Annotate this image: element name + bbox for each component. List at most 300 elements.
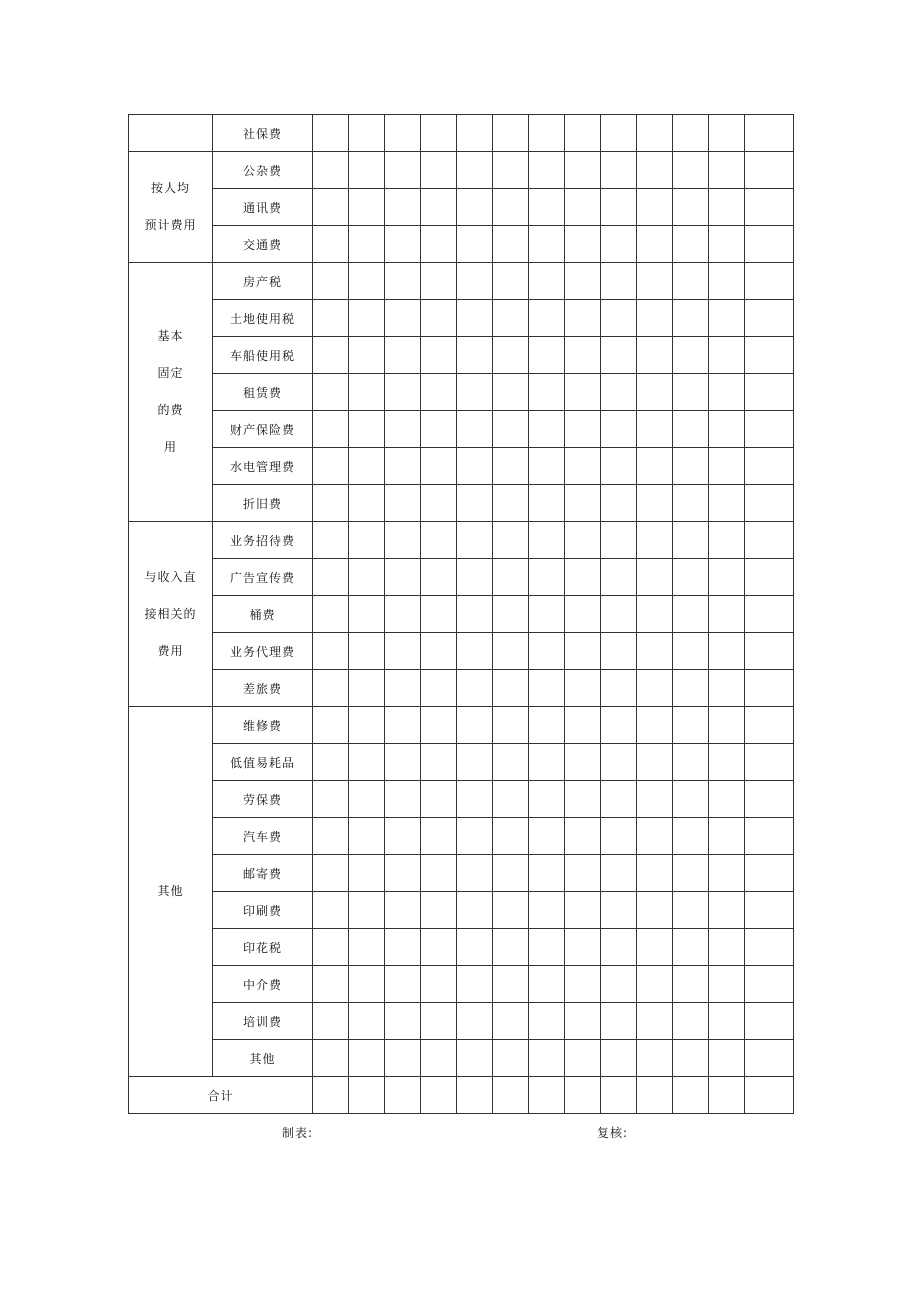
value-cell[interactable] <box>673 559 709 596</box>
value-cell[interactable] <box>313 522 349 559</box>
value-cell[interactable] <box>601 522 637 559</box>
value-cell[interactable] <box>709 781 745 818</box>
value-cell[interactable] <box>601 189 637 226</box>
value-cell[interactable] <box>349 633 385 670</box>
value-cell[interactable] <box>745 1003 794 1040</box>
value-cell[interactable] <box>601 818 637 855</box>
value-cell[interactable] <box>421 374 457 411</box>
total-value-cell[interactable] <box>601 1077 637 1114</box>
value-cell[interactable] <box>709 929 745 966</box>
value-cell[interactable] <box>349 670 385 707</box>
value-cell[interactable] <box>457 744 493 781</box>
value-cell[interactable] <box>457 1040 493 1077</box>
value-cell[interactable] <box>745 929 794 966</box>
value-cell[interactable] <box>709 670 745 707</box>
value-cell[interactable] <box>457 485 493 522</box>
value-cell[interactable] <box>529 892 565 929</box>
value-cell[interactable] <box>421 1003 457 1040</box>
value-cell[interactable] <box>313 263 349 300</box>
value-cell[interactable] <box>385 522 421 559</box>
value-cell[interactable] <box>493 892 529 929</box>
value-cell[interactable] <box>601 1003 637 1040</box>
value-cell[interactable] <box>385 929 421 966</box>
value-cell[interactable] <box>421 300 457 337</box>
value-cell[interactable] <box>565 115 601 152</box>
value-cell[interactable] <box>349 1040 385 1077</box>
value-cell[interactable] <box>601 226 637 263</box>
value-cell[interactable] <box>529 152 565 189</box>
value-cell[interactable] <box>673 263 709 300</box>
value-cell[interactable] <box>313 966 349 1003</box>
value-cell[interactable] <box>529 485 565 522</box>
value-cell[interactable] <box>673 337 709 374</box>
value-cell[interactable] <box>673 152 709 189</box>
value-cell[interactable] <box>313 152 349 189</box>
value-cell[interactable] <box>493 448 529 485</box>
value-cell[interactable] <box>421 522 457 559</box>
value-cell[interactable] <box>313 189 349 226</box>
value-cell[interactable] <box>565 966 601 1003</box>
value-cell[interactable] <box>313 818 349 855</box>
value-cell[interactable] <box>349 152 385 189</box>
value-cell[interactable] <box>745 522 794 559</box>
value-cell[interactable] <box>637 152 673 189</box>
value-cell[interactable] <box>673 892 709 929</box>
value-cell[interactable] <box>529 818 565 855</box>
value-cell[interactable] <box>709 152 745 189</box>
value-cell[interactable] <box>637 115 673 152</box>
value-cell[interactable] <box>529 596 565 633</box>
value-cell[interactable] <box>529 337 565 374</box>
value-cell[interactable] <box>349 226 385 263</box>
value-cell[interactable] <box>385 189 421 226</box>
value-cell[interactable] <box>709 707 745 744</box>
value-cell[interactable] <box>529 115 565 152</box>
value-cell[interactable] <box>385 448 421 485</box>
value-cell[interactable] <box>529 966 565 1003</box>
value-cell[interactable] <box>601 744 637 781</box>
value-cell[interactable] <box>385 892 421 929</box>
value-cell[interactable] <box>385 263 421 300</box>
value-cell[interactable] <box>637 818 673 855</box>
total-value-cell[interactable] <box>385 1077 421 1114</box>
value-cell[interactable] <box>457 855 493 892</box>
value-cell[interactable] <box>709 189 745 226</box>
total-value-cell[interactable] <box>349 1077 385 1114</box>
value-cell[interactable] <box>637 263 673 300</box>
value-cell[interactable] <box>313 892 349 929</box>
value-cell[interactable] <box>457 559 493 596</box>
value-cell[interactable] <box>709 522 745 559</box>
value-cell[interactable] <box>637 1003 673 1040</box>
value-cell[interactable] <box>313 855 349 892</box>
value-cell[interactable] <box>745 374 794 411</box>
value-cell[interactable] <box>493 670 529 707</box>
value-cell[interactable] <box>745 448 794 485</box>
value-cell[interactable] <box>493 152 529 189</box>
value-cell[interactable] <box>709 263 745 300</box>
value-cell[interactable] <box>313 411 349 448</box>
value-cell[interactable] <box>637 670 673 707</box>
value-cell[interactable] <box>673 855 709 892</box>
value-cell[interactable] <box>673 115 709 152</box>
value-cell[interactable] <box>457 522 493 559</box>
value-cell[interactable] <box>313 596 349 633</box>
value-cell[interactable] <box>709 596 745 633</box>
value-cell[interactable] <box>529 855 565 892</box>
value-cell[interactable] <box>673 485 709 522</box>
value-cell[interactable] <box>457 300 493 337</box>
value-cell[interactable] <box>601 485 637 522</box>
value-cell[interactable] <box>637 744 673 781</box>
value-cell[interactable] <box>349 374 385 411</box>
value-cell[interactable] <box>529 781 565 818</box>
value-cell[interactable] <box>745 226 794 263</box>
value-cell[interactable] <box>637 485 673 522</box>
value-cell[interactable] <box>529 707 565 744</box>
value-cell[interactable] <box>673 448 709 485</box>
value-cell[interactable] <box>637 411 673 448</box>
value-cell[interactable] <box>601 596 637 633</box>
value-cell[interactable] <box>493 559 529 596</box>
value-cell[interactable] <box>601 374 637 411</box>
value-cell[interactable] <box>601 263 637 300</box>
value-cell[interactable] <box>457 152 493 189</box>
value-cell[interactable] <box>637 596 673 633</box>
value-cell[interactable] <box>457 115 493 152</box>
value-cell[interactable] <box>421 152 457 189</box>
value-cell[interactable] <box>565 596 601 633</box>
value-cell[interactable] <box>673 522 709 559</box>
value-cell[interactable] <box>493 744 529 781</box>
value-cell[interactable] <box>421 115 457 152</box>
value-cell[interactable] <box>745 189 794 226</box>
value-cell[interactable] <box>637 226 673 263</box>
value-cell[interactable] <box>601 337 637 374</box>
value-cell[interactable] <box>421 485 457 522</box>
value-cell[interactable] <box>421 226 457 263</box>
value-cell[interactable] <box>709 448 745 485</box>
value-cell[interactable] <box>565 929 601 966</box>
value-cell[interactable] <box>709 559 745 596</box>
value-cell[interactable] <box>709 1003 745 1040</box>
total-value-cell[interactable] <box>673 1077 709 1114</box>
value-cell[interactable] <box>421 448 457 485</box>
value-cell[interactable] <box>745 115 794 152</box>
value-cell[interactable] <box>385 152 421 189</box>
value-cell[interactable] <box>457 226 493 263</box>
value-cell[interactable] <box>529 1040 565 1077</box>
value-cell[interactable] <box>493 855 529 892</box>
value-cell[interactable] <box>709 485 745 522</box>
value-cell[interactable] <box>565 781 601 818</box>
value-cell[interactable] <box>421 1040 457 1077</box>
value-cell[interactable] <box>457 263 493 300</box>
value-cell[interactable] <box>349 707 385 744</box>
value-cell[interactable] <box>709 411 745 448</box>
value-cell[interactable] <box>457 596 493 633</box>
value-cell[interactable] <box>385 670 421 707</box>
value-cell[interactable] <box>637 892 673 929</box>
value-cell[interactable] <box>673 596 709 633</box>
value-cell[interactable] <box>349 189 385 226</box>
value-cell[interactable] <box>349 929 385 966</box>
value-cell[interactable] <box>457 781 493 818</box>
value-cell[interactable] <box>421 707 457 744</box>
value-cell[interactable] <box>349 115 385 152</box>
value-cell[interactable] <box>709 374 745 411</box>
value-cell[interactable] <box>385 337 421 374</box>
value-cell[interactable] <box>529 263 565 300</box>
value-cell[interactable] <box>745 152 794 189</box>
value-cell[interactable] <box>637 781 673 818</box>
value-cell[interactable] <box>745 263 794 300</box>
value-cell[interactable] <box>385 707 421 744</box>
value-cell[interactable] <box>673 929 709 966</box>
value-cell[interactable] <box>565 1003 601 1040</box>
value-cell[interactable] <box>565 818 601 855</box>
value-cell[interactable] <box>673 1040 709 1077</box>
value-cell[interactable] <box>565 707 601 744</box>
value-cell[interactable] <box>457 892 493 929</box>
value-cell[interactable] <box>565 892 601 929</box>
value-cell[interactable] <box>493 411 529 448</box>
value-cell[interactable] <box>421 818 457 855</box>
value-cell[interactable] <box>493 781 529 818</box>
value-cell[interactable] <box>493 966 529 1003</box>
value-cell[interactable] <box>673 818 709 855</box>
value-cell[interactable] <box>349 1003 385 1040</box>
value-cell[interactable] <box>709 337 745 374</box>
value-cell[interactable] <box>493 300 529 337</box>
value-cell[interactable] <box>313 374 349 411</box>
value-cell[interactable] <box>565 670 601 707</box>
value-cell[interactable] <box>313 300 349 337</box>
value-cell[interactable] <box>637 707 673 744</box>
value-cell[interactable] <box>457 929 493 966</box>
value-cell[interactable] <box>385 411 421 448</box>
value-cell[interactable] <box>745 707 794 744</box>
value-cell[interactable] <box>385 633 421 670</box>
value-cell[interactable] <box>385 559 421 596</box>
value-cell[interactable] <box>565 522 601 559</box>
value-cell[interactable] <box>313 448 349 485</box>
value-cell[interactable] <box>349 596 385 633</box>
value-cell[interactable] <box>565 744 601 781</box>
value-cell[interactable] <box>529 670 565 707</box>
value-cell[interactable] <box>493 374 529 411</box>
value-cell[interactable] <box>637 966 673 1003</box>
value-cell[interactable] <box>349 781 385 818</box>
value-cell[interactable] <box>349 892 385 929</box>
value-cell[interactable] <box>565 855 601 892</box>
value-cell[interactable] <box>673 411 709 448</box>
value-cell[interactable] <box>709 115 745 152</box>
value-cell[interactable] <box>673 670 709 707</box>
value-cell[interactable] <box>565 485 601 522</box>
value-cell[interactable] <box>637 300 673 337</box>
value-cell[interactable] <box>565 300 601 337</box>
value-cell[interactable] <box>421 781 457 818</box>
value-cell[interactable] <box>601 1040 637 1077</box>
value-cell[interactable] <box>709 892 745 929</box>
value-cell[interactable] <box>745 411 794 448</box>
value-cell[interactable] <box>529 929 565 966</box>
value-cell[interactable] <box>421 263 457 300</box>
value-cell[interactable] <box>601 152 637 189</box>
value-cell[interactable] <box>313 1040 349 1077</box>
value-cell[interactable] <box>565 226 601 263</box>
value-cell[interactable] <box>457 707 493 744</box>
value-cell[interactable] <box>673 781 709 818</box>
value-cell[interactable] <box>637 189 673 226</box>
value-cell[interactable] <box>349 263 385 300</box>
value-cell[interactable] <box>493 1040 529 1077</box>
value-cell[interactable] <box>565 189 601 226</box>
value-cell[interactable] <box>421 966 457 1003</box>
value-cell[interactable] <box>637 337 673 374</box>
value-cell[interactable] <box>565 633 601 670</box>
value-cell[interactable] <box>565 1040 601 1077</box>
total-value-cell[interactable] <box>565 1077 601 1114</box>
value-cell[interactable] <box>349 337 385 374</box>
value-cell[interactable] <box>709 1040 745 1077</box>
value-cell[interactable] <box>385 744 421 781</box>
value-cell[interactable] <box>493 707 529 744</box>
value-cell[interactable] <box>313 744 349 781</box>
value-cell[interactable] <box>673 966 709 1003</box>
value-cell[interactable] <box>349 522 385 559</box>
value-cell[interactable] <box>745 596 794 633</box>
value-cell[interactable] <box>457 189 493 226</box>
value-cell[interactable] <box>601 966 637 1003</box>
value-cell[interactable] <box>313 559 349 596</box>
value-cell[interactable] <box>385 855 421 892</box>
value-cell[interactable] <box>385 1003 421 1040</box>
value-cell[interactable] <box>349 966 385 1003</box>
value-cell[interactable] <box>565 152 601 189</box>
value-cell[interactable] <box>385 966 421 1003</box>
value-cell[interactable] <box>637 522 673 559</box>
value-cell[interactable] <box>313 633 349 670</box>
value-cell[interactable] <box>601 633 637 670</box>
value-cell[interactable] <box>457 374 493 411</box>
value-cell[interactable] <box>313 1003 349 1040</box>
value-cell[interactable] <box>385 226 421 263</box>
value-cell[interactable] <box>421 596 457 633</box>
value-cell[interactable] <box>421 855 457 892</box>
value-cell[interactable] <box>349 559 385 596</box>
value-cell[interactable] <box>385 596 421 633</box>
value-cell[interactable] <box>637 633 673 670</box>
total-value-cell[interactable] <box>637 1077 673 1114</box>
value-cell[interactable] <box>745 855 794 892</box>
value-cell[interactable] <box>457 1003 493 1040</box>
value-cell[interactable] <box>673 744 709 781</box>
value-cell[interactable] <box>421 670 457 707</box>
value-cell[interactable] <box>529 374 565 411</box>
value-cell[interactable] <box>709 818 745 855</box>
value-cell[interactable] <box>385 781 421 818</box>
value-cell[interactable] <box>313 707 349 744</box>
value-cell[interactable] <box>745 300 794 337</box>
value-cell[interactable] <box>493 522 529 559</box>
value-cell[interactable] <box>493 929 529 966</box>
value-cell[interactable] <box>313 485 349 522</box>
value-cell[interactable] <box>637 929 673 966</box>
value-cell[interactable] <box>745 818 794 855</box>
value-cell[interactable] <box>313 929 349 966</box>
value-cell[interactable] <box>349 744 385 781</box>
total-value-cell[interactable] <box>421 1077 457 1114</box>
value-cell[interactable] <box>709 855 745 892</box>
value-cell[interactable] <box>745 670 794 707</box>
value-cell[interactable] <box>745 485 794 522</box>
value-cell[interactable] <box>601 892 637 929</box>
value-cell[interactable] <box>313 226 349 263</box>
value-cell[interactable] <box>637 374 673 411</box>
value-cell[interactable] <box>709 633 745 670</box>
value-cell[interactable] <box>385 818 421 855</box>
value-cell[interactable] <box>349 485 385 522</box>
value-cell[interactable] <box>457 670 493 707</box>
value-cell[interactable] <box>529 448 565 485</box>
value-cell[interactable] <box>709 226 745 263</box>
value-cell[interactable] <box>673 707 709 744</box>
value-cell[interactable] <box>529 300 565 337</box>
value-cell[interactable] <box>385 300 421 337</box>
total-value-cell[interactable] <box>745 1077 794 1114</box>
value-cell[interactable] <box>529 744 565 781</box>
value-cell[interactable] <box>673 1003 709 1040</box>
value-cell[interactable] <box>385 374 421 411</box>
value-cell[interactable] <box>385 1040 421 1077</box>
value-cell[interactable] <box>421 633 457 670</box>
value-cell[interactable] <box>349 300 385 337</box>
value-cell[interactable] <box>529 189 565 226</box>
value-cell[interactable] <box>421 892 457 929</box>
value-cell[interactable] <box>673 633 709 670</box>
value-cell[interactable] <box>493 189 529 226</box>
value-cell[interactable] <box>709 966 745 1003</box>
value-cell[interactable] <box>745 781 794 818</box>
value-cell[interactable] <box>457 337 493 374</box>
value-cell[interactable] <box>421 929 457 966</box>
value-cell[interactable] <box>565 448 601 485</box>
value-cell[interactable] <box>529 522 565 559</box>
value-cell[interactable] <box>601 707 637 744</box>
value-cell[interactable] <box>601 781 637 818</box>
total-value-cell[interactable] <box>313 1077 349 1114</box>
value-cell[interactable] <box>565 374 601 411</box>
value-cell[interactable] <box>349 448 385 485</box>
value-cell[interactable] <box>493 633 529 670</box>
value-cell[interactable] <box>745 892 794 929</box>
value-cell[interactable] <box>457 411 493 448</box>
value-cell[interactable] <box>457 448 493 485</box>
value-cell[interactable] <box>745 1040 794 1077</box>
value-cell[interactable] <box>673 300 709 337</box>
value-cell[interactable] <box>349 818 385 855</box>
total-value-cell[interactable] <box>529 1077 565 1114</box>
value-cell[interactable] <box>709 300 745 337</box>
value-cell[interactable] <box>601 448 637 485</box>
value-cell[interactable] <box>493 115 529 152</box>
value-cell[interactable] <box>745 744 794 781</box>
value-cell[interactable] <box>673 374 709 411</box>
value-cell[interactable] <box>637 855 673 892</box>
value-cell[interactable] <box>601 855 637 892</box>
